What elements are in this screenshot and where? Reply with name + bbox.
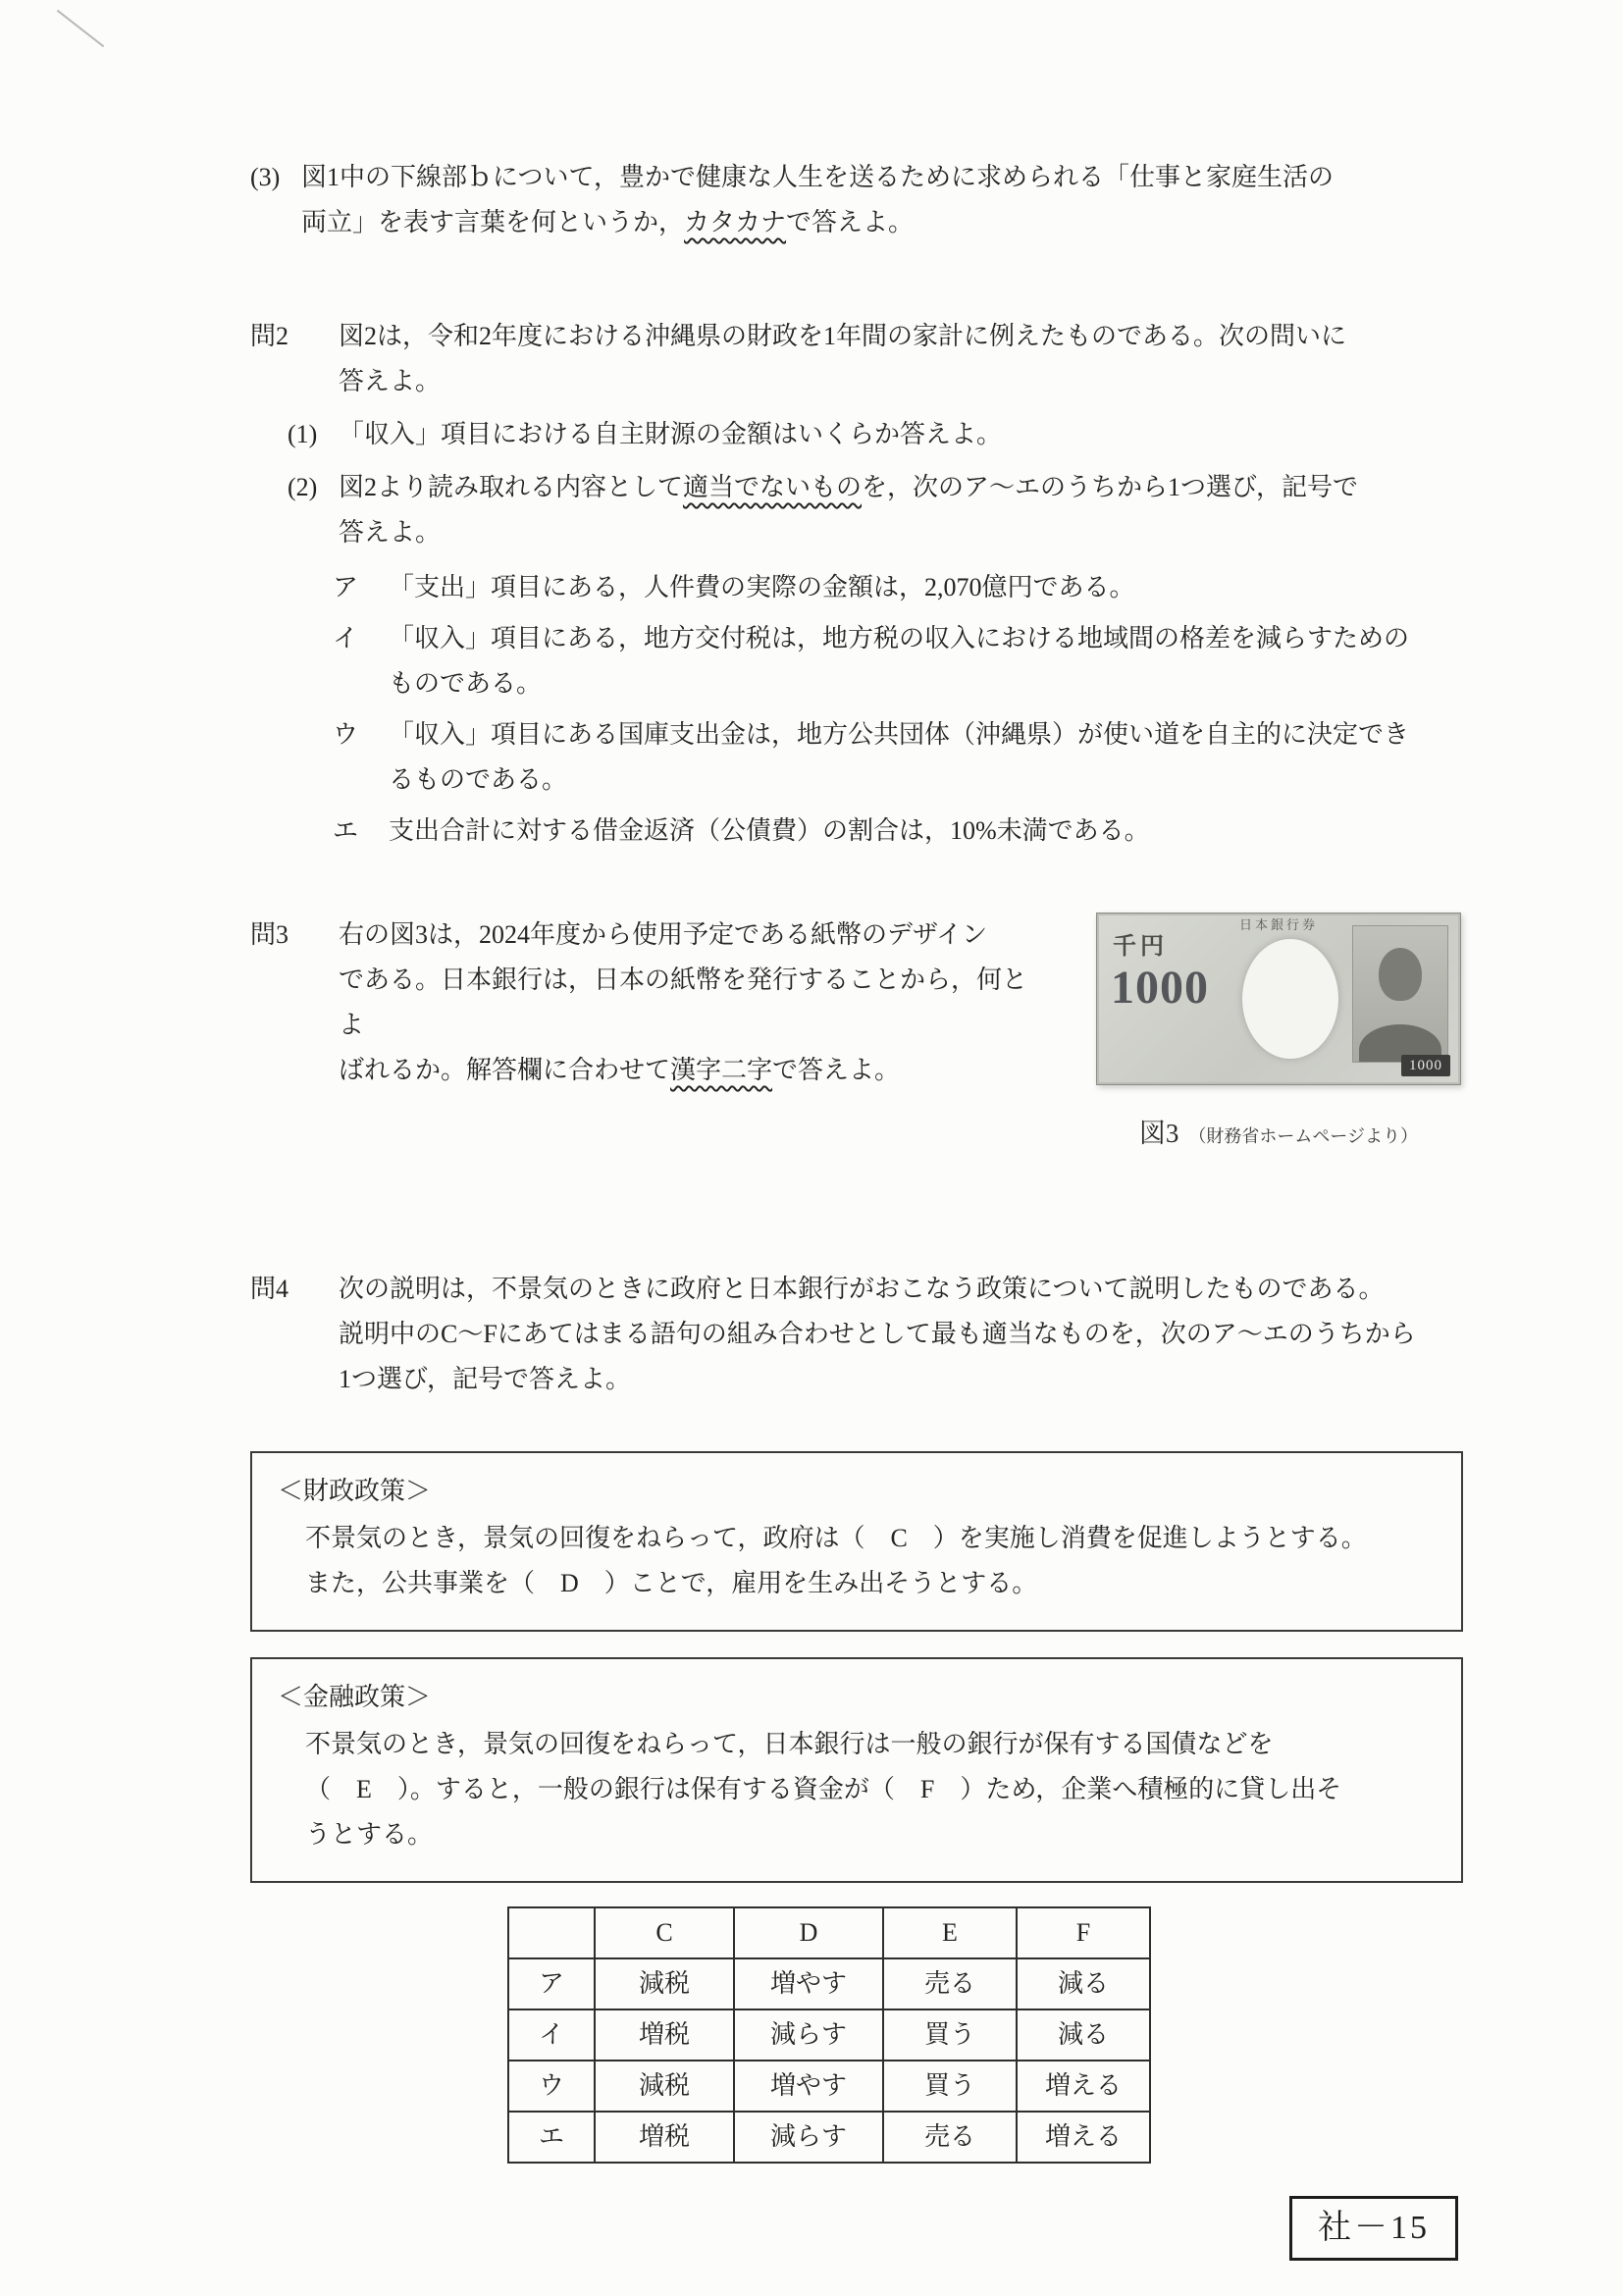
choice-label: エ bbox=[333, 816, 359, 845]
portrait-head bbox=[1379, 948, 1422, 1001]
text-line: 図1中の下線部ｂについて，豊かで健康な人生を送るために求められる「仕事と家庭生活の bbox=[301, 163, 1334, 191]
question-number: 問4 bbox=[250, 1275, 289, 1303]
banknote-denomination-kanji: 千円 bbox=[1113, 934, 1168, 960]
wavy-underlined-term: 適当でないもの bbox=[683, 473, 863, 501]
table-cell: 買う bbox=[883, 2061, 1017, 2112]
row-label: エ bbox=[508, 2112, 595, 2163]
text-line: 説明中のC〜Fにあてはまる語句の組み合わせとして最も適当なものを，次のア〜エのうちから bbox=[339, 1320, 1416, 1348]
mon2-sub1 bbox=[288, 412, 1461, 457]
choice-text bbox=[389, 565, 1461, 610]
text-line: 図2より読み取れる内容として bbox=[339, 473, 684, 501]
text-line: ものである。 bbox=[389, 669, 543, 698]
mon2-intro bbox=[250, 314, 1461, 404]
text-line: 支出合計に対する借金返済（公債費）の割合は，10%未満である。 bbox=[389, 816, 1150, 845]
item-text bbox=[301, 155, 1461, 245]
text-line: （ E ）。すると，一般の銀行は保有する資金が（ F ）ため，企業へ積極的に貸し出そ bbox=[305, 1775, 1342, 1803]
choice-a bbox=[333, 565, 1461, 610]
table-cell: 減らす bbox=[734, 2009, 883, 2061]
item-number: (3) bbox=[250, 163, 281, 191]
text-line: である。日本銀行は，日本の紙幣を発行することから，何とよ bbox=[339, 965, 1028, 1039]
box-text bbox=[278, 1516, 1436, 1606]
table-cell: 増税 bbox=[595, 2112, 734, 2163]
table-row bbox=[508, 2061, 1150, 2112]
text-line: 「収入」項目にある国庫支出金は，地方公共団体（沖縄県）が使い道を自主的に決定でき bbox=[389, 720, 1410, 749]
portrait-photo bbox=[1352, 925, 1448, 1063]
question-mon4 bbox=[250, 1267, 1461, 1402]
sub-number: (1) bbox=[288, 420, 318, 448]
choice-e bbox=[333, 809, 1461, 854]
question-number: 問3 bbox=[250, 920, 289, 949]
text-line: で答えよ。 bbox=[772, 1056, 901, 1084]
text-line: を，次のア〜エのうちから1つ選び，記号で bbox=[862, 473, 1358, 501]
table-header-row bbox=[508, 1907, 1150, 1958]
monetary-policy-box bbox=[250, 1657, 1463, 1883]
text-line: 図2は，令和2年度における沖縄県の財政を1年間の家計に例えたものである。次の問いに bbox=[339, 322, 1347, 350]
table-row bbox=[508, 2112, 1150, 2163]
table-row bbox=[508, 1958, 1150, 2009]
sub1-text bbox=[339, 412, 1461, 457]
sub-number: (2) bbox=[288, 473, 318, 501]
text-line: 「収入」項目における自主財源の金額はいくらか答えよ。 bbox=[339, 420, 1003, 448]
question-number: 問2 bbox=[250, 322, 289, 350]
text-line: 不景気のとき，景気の回復をねらって，政府は（ C ）を実施し消費を促進しようとする。 bbox=[305, 1524, 1367, 1552]
text-line: 次の説明は，不景気のときに政府と日本銀行がおこなう政策について説明したものである。 bbox=[339, 1275, 1385, 1303]
table-cell: 売る bbox=[883, 2112, 1017, 2163]
table-cell: 増税 bbox=[595, 2009, 734, 2061]
sub2-text bbox=[339, 465, 1461, 555]
text-line: 1つ選び，記号で答えよ。 bbox=[339, 1365, 631, 1393]
text-line: 不景気のとき，景気の回復をねらって，日本銀行は一般の銀行が保有する国債などを bbox=[305, 1730, 1274, 1758]
table-header-cell: C bbox=[595, 1907, 734, 1958]
mon2-choices bbox=[333, 565, 1461, 854]
text-line: 「収入」項目にある，地方交付税は，地方税の収入における地域間の格差を減らすための bbox=[389, 624, 1410, 652]
choice-label: ウ bbox=[333, 720, 359, 749]
table-header-cell: E bbox=[883, 1907, 1017, 1958]
wavy-underlined-term: カタカナ bbox=[684, 208, 787, 236]
choice-label: イ bbox=[333, 624, 359, 652]
banknote-denomination-small: 1000 bbox=[1401, 1055, 1450, 1076]
text-line: 両立」を表す言葉を何というか， bbox=[301, 208, 685, 236]
text-line: 答えよ。 bbox=[339, 367, 442, 395]
mon2-sub2 bbox=[288, 465, 1461, 555]
figure-column bbox=[1096, 913, 1461, 1159]
question-mon2 bbox=[250, 314, 1461, 854]
row-label: ウ bbox=[508, 2061, 595, 2112]
box-title: ＜財政政策＞ bbox=[278, 1477, 432, 1505]
figure-caption bbox=[1096, 1111, 1461, 1159]
text-line: ばれるか。解答欄に合わせて bbox=[339, 1056, 671, 1084]
box-text bbox=[278, 1722, 1436, 1857]
fiscal-policy-box bbox=[250, 1451, 1463, 1632]
choice-text bbox=[389, 712, 1461, 803]
banknote-image bbox=[1096, 913, 1461, 1085]
table-cell: 買う bbox=[883, 2009, 1017, 2061]
choice-text bbox=[389, 616, 1461, 706]
table-cell: 増やす bbox=[734, 2061, 883, 2112]
text-line: うとする。 bbox=[305, 1820, 434, 1849]
mon4-text bbox=[339, 1267, 1461, 1402]
table-header-cell bbox=[508, 1907, 595, 1958]
table-cell: 増える bbox=[1017, 2112, 1150, 2163]
text-line: で答えよ。 bbox=[786, 208, 915, 236]
row-label: イ bbox=[508, 2009, 595, 2061]
scan-artifact bbox=[57, 10, 105, 48]
banknote-bank-title: 日本銀行券 bbox=[1238, 917, 1319, 932]
table-header-cell: D bbox=[734, 1907, 883, 1958]
text-line: 答えよ。 bbox=[339, 518, 442, 547]
mon3-text bbox=[339, 913, 1045, 1093]
text-line: 右の図3は，2024年度から使用予定である紙幣のデザイン bbox=[339, 920, 988, 949]
choice-u bbox=[333, 712, 1461, 803]
choice-i bbox=[333, 616, 1461, 706]
text-line: るものである。 bbox=[389, 765, 568, 794]
watermark-window bbox=[1242, 939, 1338, 1059]
box-title: ＜金融政策＞ bbox=[278, 1683, 432, 1711]
table-header-cell: F bbox=[1017, 1907, 1150, 1958]
choice-text bbox=[389, 809, 1461, 854]
question-item-3 bbox=[250, 155, 1461, 245]
row-label: ア bbox=[508, 1958, 595, 2009]
table-cell: 減税 bbox=[595, 1958, 734, 2009]
text-line: 「支出」項目にある，人件費の実際の金額は，2,070億円である。 bbox=[389, 573, 1135, 601]
table-cell: 売る bbox=[883, 1958, 1017, 2009]
wavy-underlined-term: 漢字二字 bbox=[670, 1056, 773, 1084]
figure-label: 図3 bbox=[1138, 1119, 1179, 1148]
text-line: また，公共事業を（ D ）ことで，雇用を生み出そうとする。 bbox=[305, 1569, 1038, 1597]
question-mon3 bbox=[250, 913, 1461, 1159]
choice-label: ア bbox=[333, 573, 359, 601]
table-cell: 増える bbox=[1017, 2061, 1150, 2112]
table-cell: 減税 bbox=[595, 2061, 734, 2112]
table-cell: 減らす bbox=[734, 2112, 883, 2163]
mon2-intro-text bbox=[339, 314, 1461, 404]
figure-credit: （財務省ホームページより） bbox=[1188, 1126, 1419, 1146]
table-cell: 増やす bbox=[734, 1958, 883, 2009]
table-cell: 減る bbox=[1017, 1958, 1150, 2009]
answer-table bbox=[507, 1906, 1151, 2164]
mon3-text-block bbox=[250, 913, 1045, 1159]
banknote-denomination-number: 1000 bbox=[1111, 962, 1209, 1014]
page-number-label: 社－15 bbox=[1289, 2196, 1458, 2261]
table-cell: 減る bbox=[1017, 2009, 1150, 2061]
table-row bbox=[508, 2009, 1150, 2061]
